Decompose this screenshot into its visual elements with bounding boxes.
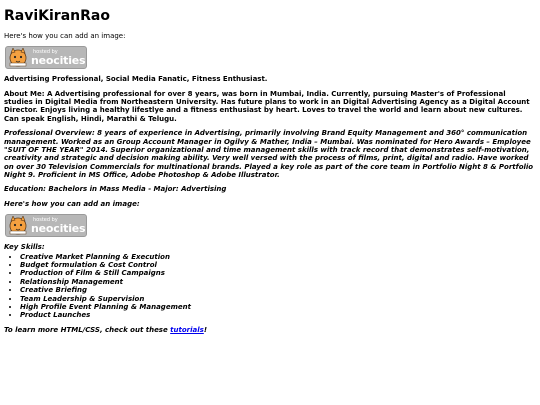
neocities-cat-icon (8, 48, 28, 67)
image-intro-text: Here's how you can add an image: (4, 31, 126, 40)
neocities-cat-icon (8, 216, 28, 235)
footer-text-before: To learn more HTML/CSS, check out these (4, 325, 171, 334)
footer-text-after: ! (203, 325, 208, 334)
badge-small-text: hosted by (33, 48, 58, 55)
badge-text (31, 218, 85, 234)
badge-text (31, 50, 85, 66)
skill-item: • Production of Film & Still Campaigns (20, 269, 536, 277)
about-paragraph: About Me: A Advertising professional for over 8 years, was born in Mumbai, India. Currently, pursuing Master's of Professional studies in Digital Media from Northeastern University. Has future plans to work in an Digital Advertising Agency as a Digital Account Director. Enjoys living a healthy lifestlye and a fitness enthusiast by heart. Loves to travel the world and learn about new cultures. Can speak English, Hindi, Marathi & Telugu. (4, 89, 530, 123)
neocities-badge-2[interactable] (5, 214, 87, 237)
skill-item: • Budget formulation & Cost Control (20, 261, 536, 269)
skill-item: • High Profile Event Planning & Management (20, 303, 536, 311)
image-intro-text-2: Here's how you can add an image: (4, 199, 140, 208)
tutorials-link[interactable]: tutorials (170, 325, 204, 334)
skill-item: • Creative Briefing (20, 286, 536, 294)
overview-paragraph: Professional Overview: 8 years of experience in Advertising, primarily involving Brand Equity Management and 360° communication management. Worked as an Group Account Manager in Ogilvy & Mather, India – Mumbai. Was nominated for Hero Awards – Employee "SUIT OF THE YEAR" 2014. Superior organizational and time management skills with track record that demonstrates self-motivation, creativity and strategic and decision making ability. Very well versed with the process of films, print, digital and radio. Have worked on over 30 Television Commercials for multinational brands. Played a key role as part of the core team in Portfolio Night 8 & Portfolio Night 9. Proficient in MS Office, Adobe Photoshop & Adobe Illustrator. (4, 129, 534, 180)
tagline: Advertising Professional, Social Media Fanatic, Fitness Enthusiast. (4, 75, 268, 84)
neocities-badge[interactable] (5, 46, 87, 69)
skills-list (4, 253, 536, 320)
badge-big-text: neocities (31, 53, 86, 67)
footer-text (4, 326, 536, 334)
skills-heading: Key Skills: (4, 243, 45, 252)
education-paragraph: Education: Bachelors in Mass Media - Major: Advertising (4, 185, 227, 194)
badge-small-text: hosted by (33, 216, 58, 223)
badge-big-text: neocities (31, 221, 86, 235)
skill-item: • Creative Market Planning & Execution (20, 253, 536, 261)
skill-item: • Team Leadership & Supervision (20, 295, 536, 303)
page-title: RaviKiranRao (4, 8, 110, 24)
skill-item: • Product Launches (20, 311, 536, 319)
skill-item: • Relationship Management (20, 278, 536, 286)
